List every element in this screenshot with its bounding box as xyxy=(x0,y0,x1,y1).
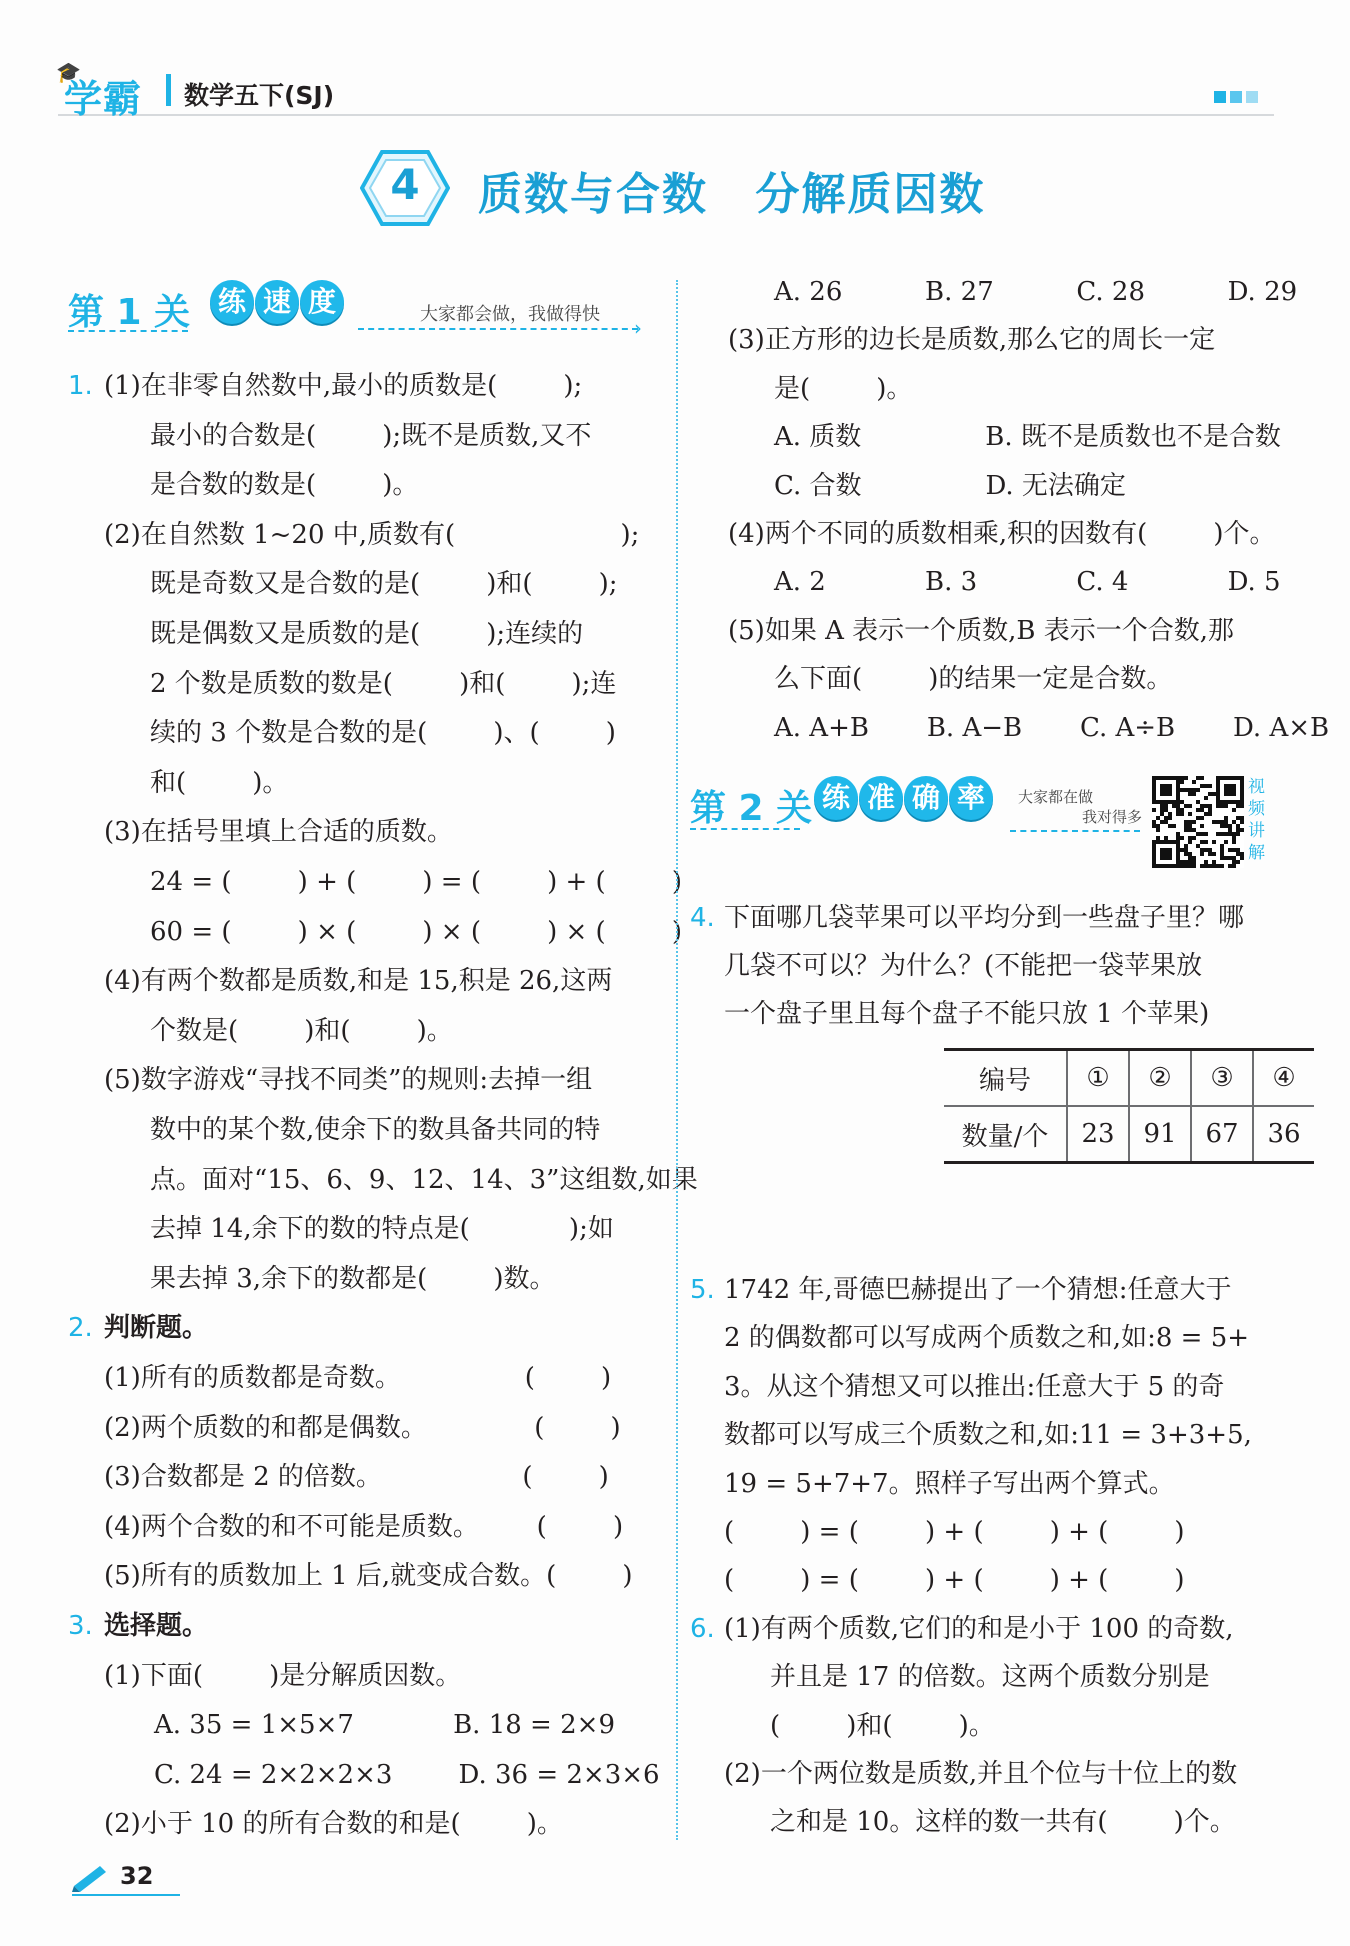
table-cell: 编号 xyxy=(944,1050,1067,1107)
page-number: 32 xyxy=(120,1862,154,1890)
level2-badge: 确 xyxy=(904,776,948,820)
level1-badge: 练 xyxy=(210,280,254,324)
level1-tag-underline xyxy=(358,328,638,330)
text-line: 下面哪几袋苹果可以平均分到一些盘子里？哪 xyxy=(724,903,1245,933)
text-line: (3)正方形的边长是质数,那么它的周长一定 xyxy=(728,325,1216,356)
text-line: C. 合数 D. 无法确定 xyxy=(774,470,1126,501)
text-line: (3)在括号里填上合适的质数。 xyxy=(104,817,453,848)
apple-bags-table xyxy=(944,1048,1314,1164)
table-header-row xyxy=(944,1050,1314,1107)
qr-code-icon[interactable] xyxy=(1152,776,1244,868)
text-line: (2)两个质数的和都是偶数。 ( ) xyxy=(104,1412,621,1443)
text-line: 既是奇数又是合数的是( )和( ); xyxy=(150,569,618,600)
text-line: (1)下面( )是分解质因数。 xyxy=(104,1660,462,1691)
text-line: 果去掉 3,余下的数都是( )数。 xyxy=(150,1263,556,1294)
question-number: 5. xyxy=(690,1275,715,1305)
question-number: 1. xyxy=(68,371,93,401)
text-line: ( )和( )。 xyxy=(770,1710,995,1741)
header-dots xyxy=(1210,88,1258,107)
chapter-title: 质数与合数 分解质因数 xyxy=(478,169,986,220)
level1-badge: 度 xyxy=(300,280,344,324)
text-line: (3)合数都是 2 的倍数。 ( ) xyxy=(104,1462,609,1493)
text-line: 并且是 17 的倍数。这两个质数分别是 xyxy=(770,1662,1210,1693)
table-cell: ② xyxy=(1129,1050,1191,1107)
text-line: 点。面对“15、6、9、12、14、3”这组数,如果 xyxy=(150,1164,698,1195)
level2-tag2: 我对得多 xyxy=(1082,808,1143,826)
table-cell: 91 xyxy=(1129,1106,1191,1163)
text-line: ( ) = ( ) + ( ) + ( ) xyxy=(724,1565,1185,1596)
qr-caption-char: 视 xyxy=(1248,777,1265,797)
level2-tag-underline xyxy=(1010,830,1140,832)
level2-banner xyxy=(690,776,1150,846)
text-line: A. 2 B. 3 C. 4 D. 5 xyxy=(774,567,1281,598)
level1-banner xyxy=(68,280,648,340)
text-line: 19 = 5+7+7。照样子写出两个算式。 xyxy=(724,1468,1175,1499)
level2-badge: 准 xyxy=(859,776,903,820)
table-cell: 数量/个 xyxy=(944,1106,1067,1163)
text-line: (1)所有的质数都是奇数。 ( ) xyxy=(104,1363,612,1393)
text-line: 续的 3 个数是合数的是( )、( ) xyxy=(150,718,616,749)
text-line: (5)所有的质数加上 1 后,就变成合数。( ) xyxy=(104,1561,633,1592)
table-row xyxy=(944,1106,1314,1163)
question-number: 2. xyxy=(68,1313,93,1344)
level1-badge: 速 xyxy=(255,280,299,324)
table-cell: 36 xyxy=(1253,1106,1314,1163)
text-line: (4)有两个数都是质数,和是 15,积是 26,这两 xyxy=(104,966,613,997)
text-line: (5)数字游戏“寻找不同类”的规则:去掉一组 xyxy=(104,1065,593,1096)
text-line: (4)两个不同的质数相乘,积的因数有( )个。 xyxy=(728,519,1276,549)
table-cell: 23 xyxy=(1067,1106,1129,1163)
text-line: 么下面( )的结果一定是合数。 xyxy=(774,664,1173,695)
text-line: 去掉 14,余下的数的特点是( );如 xyxy=(150,1214,614,1245)
qr-caption-char: 解 xyxy=(1248,843,1265,863)
text-line: (2)在自然数 1~20 中,质数有( ); xyxy=(104,519,640,550)
text-line: 3。从这个猜想又可以推出:任意大于 5 的奇 xyxy=(724,1371,1225,1402)
text-line: 选择题。 xyxy=(104,1611,209,1641)
footer-underline xyxy=(72,1894,180,1896)
level1-badges xyxy=(210,280,345,324)
qr-caption-char: 讲 xyxy=(1248,821,1265,841)
text-line: ( ) = ( ) + ( ) + ( ) xyxy=(724,1517,1185,1547)
text-line: 1742 年,哥德巴赫提出了一个猜想:任意大于 xyxy=(724,1275,1232,1305)
text-line: 是( )。 xyxy=(774,373,913,404)
text-line: (1)在非零自然数中,最小的质数是( ); xyxy=(104,371,583,401)
arrow-right-icon: › xyxy=(634,316,642,340)
text-line: 之和是 10。这样的数一共有( )个。 xyxy=(770,1807,1236,1838)
level2-label: 第 2 关 xyxy=(690,788,813,829)
level2-badge: 率 xyxy=(949,776,993,820)
subject-title: 数学五下(SJ) xyxy=(184,81,335,110)
text-line: C. 24 = 2×2×2×3 D. 36 = 2×3×6 xyxy=(154,1759,660,1790)
table-cell: ① xyxy=(1067,1050,1129,1107)
question-number: 6. xyxy=(690,1613,715,1644)
chapter-number: 4 xyxy=(390,160,420,209)
text-line: 和( )。 xyxy=(150,767,289,798)
table-cell: ④ xyxy=(1253,1050,1314,1107)
level1-label: 第 1 关 xyxy=(68,292,191,333)
text-line: A. 35 = 1×5×7 B. 18 = 2×9 xyxy=(154,1710,615,1741)
text-line: (2)一个两位数是质数,并且个位与十位上的数 xyxy=(724,1759,1238,1789)
level1-underline xyxy=(68,330,188,332)
level2-badges xyxy=(814,776,994,820)
text-line: 数中的某个数,使余下的数具备共同的特 xyxy=(150,1115,601,1145)
text-line: 一个盘子里且每个盘子不能只放 1 个苹果) xyxy=(724,999,1210,1029)
level1-tagline: 大家都会做，我做得快 xyxy=(420,304,600,325)
header-divider xyxy=(166,74,171,106)
question-number: 3. xyxy=(68,1611,93,1641)
text-line: (2)小于 10 的所有合数的和是( )。 xyxy=(104,1809,563,1840)
text-line: 既是偶数又是质数的是( );连续的 xyxy=(150,619,584,649)
table-cell: ③ xyxy=(1191,1050,1253,1107)
page-header xyxy=(56,60,1274,121)
text-line: 2 个数是质数的数是( )和( );连 xyxy=(150,668,617,699)
text-line: 2 的偶数都可以写成两个质数之和,如:8 = 5+ xyxy=(724,1323,1250,1354)
text-line: A. A+B B. A−B C. A÷B D. A×B xyxy=(774,712,1330,743)
pencil-icon xyxy=(70,1862,110,1892)
graduation-cap-icon: 🎓 xyxy=(56,60,81,84)
brand-logo: 学霸 xyxy=(64,77,143,121)
question-number: 4. xyxy=(690,903,715,933)
text-line: 60 = ( ) × ( ) × ( ) × ( ) xyxy=(150,916,682,947)
text-line: 24 = ( ) + ( ) = ( ) + ( ) xyxy=(150,867,682,897)
text-line: A. 26 B. 27 C. 28 D. 29 xyxy=(774,277,1298,307)
text-line: A. 质数 B. 既不是质数也不是合数 xyxy=(774,422,1281,453)
text-line: 几袋不可以？为什么？(不能把一袋苹果放 xyxy=(724,951,1203,981)
video-explanation-label[interactable] xyxy=(1248,776,1270,864)
table-cell: 67 xyxy=(1191,1106,1253,1163)
text-line: 判断题。 xyxy=(104,1313,209,1344)
level2-badge: 练 xyxy=(814,776,858,820)
text-line: 数都可以写成三个质数之和,如:11 = 3+3+5, xyxy=(724,1420,1252,1451)
text-line: 个数是( )和( )。 xyxy=(150,1015,453,1046)
text-line: (1)有两个质数,它们的和是小于 100 的奇数, xyxy=(724,1613,1234,1644)
level2-tag1: 大家都在做 xyxy=(1018,788,1094,806)
text-line: 是合数的数是( )。 xyxy=(150,470,419,501)
text-line: (4)两个合数的和不可能是质数。 ( ) xyxy=(104,1511,624,1542)
qr-caption-char: 频 xyxy=(1248,799,1265,819)
text-line: 最小的合数是( );既不是质数,又不 xyxy=(150,420,592,451)
column-divider xyxy=(676,280,678,1840)
level2-underline xyxy=(690,828,800,830)
text-line: (5)如果 A 表示一个质数,B 表示一个合数,那 xyxy=(728,615,1235,646)
